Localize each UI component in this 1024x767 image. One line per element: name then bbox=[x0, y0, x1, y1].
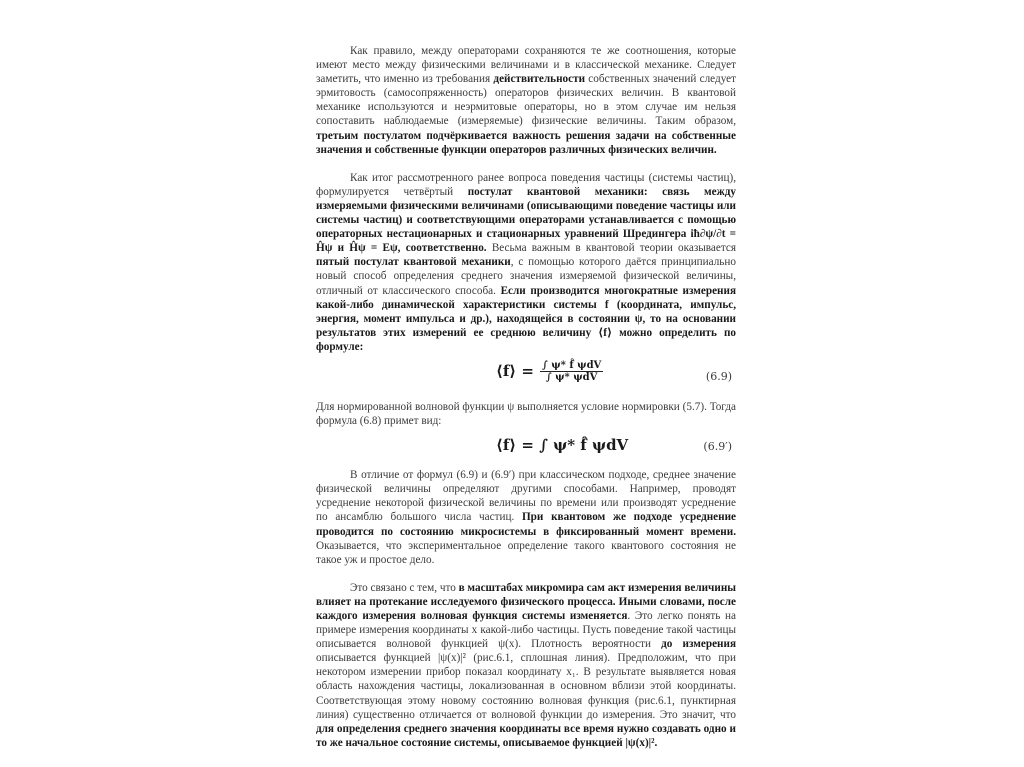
bold-text-segment: пятый постулат квантовой механики bbox=[316, 256, 511, 269]
paragraph-5 bbox=[316, 581, 736, 750]
formula-expression: ⟨f⟩ = ∫ ψ* f̂ ψdV bbox=[496, 436, 629, 455]
formula-number: (6.9) bbox=[705, 369, 732, 383]
paragraph-1 bbox=[316, 44, 736, 157]
text-segment: Как правило, между операторами сохраняются те же соотношения, которые имеют место между физическими величинами и в классической механике. Следует заметить, что именно из требования bbox=[316, 45, 736, 86]
document-page bbox=[316, 0, 736, 750]
bold-text-segment: постулат квантовой механики: связь между измеряемыми физическими величинами (описывающими поведение частицы или системы частиц) и соответствующими операторами устанавливается с помощью операторных нестационарных и стационарных уравнений Шредингера iħ∂ψ/∂t = Ĥψ и Ĥψ = Eψ, соответственно. bbox=[316, 185, 736, 255]
formula-fraction bbox=[540, 360, 603, 383]
paragraph-3 bbox=[316, 400, 736, 428]
text-segment: собственных значений следует эрмитовость (самосопряженность) операторов физических величин. В квантовой механике используются и неэрмитовые операторы, но в этом случае им нельзя сопоставить наблюдаемые (измеряемые) физические величины. Таким образом, bbox=[316, 73, 736, 128]
text-segment: Весьма важным в квантовой теории оказывается bbox=[486, 242, 736, 255]
bold-text-segment: действительности bbox=[493, 73, 586, 86]
formula-6-9-prime bbox=[316, 434, 736, 460]
text-segment: , с помощью которого даётся принципиально новый способ определения среднего значения измеряемой физической величины, отличный от классического способа. bbox=[316, 256, 736, 297]
formula-number: (6.9′) bbox=[703, 440, 732, 454]
text-segment: Это связано с тем, что bbox=[350, 581, 459, 594]
formula-lhs: ⟨f⟩ = bbox=[496, 362, 534, 381]
bold-text-segment: третьим постулатом подчёркивается важность решения задачи на собственные значения и собственные функции операторов различных физических величин. bbox=[316, 129, 736, 156]
text-segment: Для нормированной волновой функции ψ выполняется условие нормировки (5.7). Тогда формула (6.8) примет вид: bbox=[316, 400, 736, 428]
formula-numerator: ∫ ψ* f̂ ψdV bbox=[541, 359, 602, 371]
bold-text-segment: до измерения bbox=[661, 638, 736, 651]
bold-text-segment: Если производится многократные измерения какой-либо динамической характеристики системы f (координата, импульс, энергия, момент импульса и др.), находящейся в состоянии ψ, то на основании результатов этих измерений ее среднюю величину ⟨f⟩ можно определить по формуле: bbox=[316, 284, 737, 353]
paragraph-4 bbox=[316, 468, 736, 567]
text-segment: . Это легко понять на примере измерения координаты x какой-либо частицы. Пусть поведение такой частицы описывается волновой функцией ψ(x). Плотность вероятности bbox=[316, 610, 736, 651]
bold-text-segment: для определения среднего значения координаты все время нужно создавать одно и то же начальное состояние системы, описываемое функцией |ψ(x)|². bbox=[316, 722, 736, 749]
text-segment: Как итог рассмотренного ранее вопроса поведения частицы (системы частиц), формулируется четвёртый bbox=[316, 171, 736, 198]
formula-6-9 bbox=[316, 360, 736, 394]
formula-denominator: ∫ ψ* ψdV bbox=[545, 371, 598, 383]
bold-text-segment: При квантовом же подходе усреднение проводится по состоянию микросистемы в фиксированный момент времени. bbox=[316, 511, 736, 538]
text-segment: В отличие от формул (6.9) и (6.9′) при классическом подходе, среднее значение физической величины определяют другими способами. Например, проводят усреднение некоторой физической величины по времени или производят усреднение по ансамблю большого числа частиц. bbox=[316, 469, 736, 524]
bold-text-segment: в масштабах микромира сам акт измерения величины влияет на протекание исследуемого физического процесса. Иными словами, после каждого измерения волновая функция системы изменяется bbox=[316, 581, 736, 622]
text-segment: описывается функцией |ψ(x)|² (рис.6.1, сплошная линия). Предположим, что при некотором измерении прибор показал координату x₁. В результате выявляется новая область нахождения частицы, локализованная в основном вблизи этой координаты. Соответствующая этому новому состоянию волновая функция (рис.6.1, пунктирная линия) существенно отличается от волновой функции до измерения. Это значит, что bbox=[316, 652, 736, 721]
text-segment: Оказывается, что экспериментальное определение такого квантового состояния не такое уж и простое дело. bbox=[316, 539, 736, 566]
paragraph-2 bbox=[316, 171, 736, 354]
